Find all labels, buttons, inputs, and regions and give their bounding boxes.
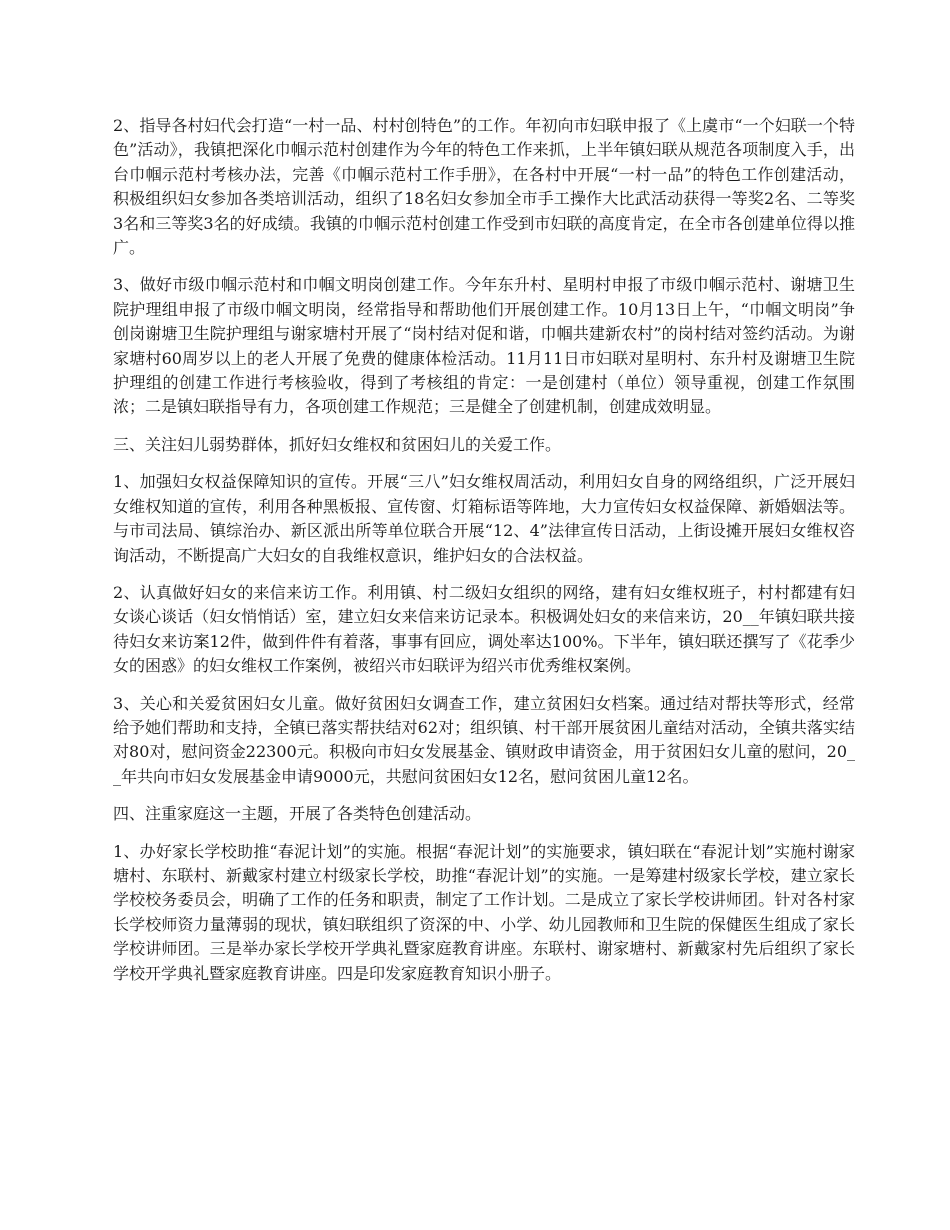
section-heading-family-theme: 四、注重家庭这一主题，开展了各类特色创建活动。 (113, 804, 482, 824)
paragraph-model-village-creation: 3、做好市级巾帼示范村和巾帼文明岗创建工作。今年东升村、星明村申报了市级巾帼示范村、谢塘卫生院护理组申报了市级巾帼文明岗，经常指导和帮助他们开展创建工作。10月13日上午，“巾帼文明岗”争创岗谢塘卫生院护理组与谢家塘村开展了“岗村结对促和谐，巾帼共建新农村”的岗村结对签约活动。为谢家塘村60周岁以上的老人开展了免费的健康体检活动。11月11日市妇联对星明村、东升村及谢塘卫生院护理组的创建工作进行考核验收，得到了考核组的肯定：一是创建村（单位）领导重视，创建工作氛围浓；二是镇妇联指导有力，各项创建工作规范；三是健全了创建机制，创建成效明显。 (113, 275, 855, 417)
paragraph-rights-publicity: 1、加强妇女权益保障知识的宣传。开展“三八”妇女维权周活动，利用妇女自身的网络组织，广泛开展妇女维权知道的宣传，利用各种黑板报、宣传窗、灯箱标语等阵地，大力宣传妇女权益保障、新婚姻法等。与市司法局、镇综治办、新区派出所等单位联合开展“12、4”法律宣传日活动，上街设摊开展妇女维权咨询活动，不断提高广大妇女的自我维权意识，维护妇女的合法权益。 (113, 472, 855, 565)
document-body (113, 114, 855, 999)
paragraph-guide-villages: 2、指导各村妇代会打造“一村一品、村村创特色”的工作。年初向市妇联申报了《上虞市“一个妇联一个特色”活动》，我镇把深化巾帼示范村创建作为今年的特色工作来抓，上半年镇妇联从规范各项制度入手，出台巾帼示范村考核办法，完善《巾帼示范村工作手册》，在各村中开展“一村一品”的特色工作创建活动，积极组织妇女参加各类培训活动，组织了18名妇女参加全市手工操作大比武活动获得一等奖2名、二等奖3名和三等奖3名的好成绩。我镇的巾帼示范村创建工作受到市妇联的高度肯定，在全市各创建单位得以推广。 (113, 116, 855, 258)
section-heading-vulnerable-groups: 三、关注妇儿弱势群体，抓好妇女维权和贫困妇儿的关爱工作。 (113, 434, 562, 454)
paragraph-letters-visits: 2、认真做好妇女的来信来访工作。利用镇、村二级妇女组织的网络，建有妇女维权班子，村村都建有妇女谈心谈话（妇女悄悄话）室，建立妇女来信来访记录本。积极调处妇女的来信来访，20__年镇妇联共接待妇女来访案12件，做到件件有着落，事事有回应，调处率达100%。下半年，镇妇联还撰写了《花季少女的困惑》的妇女维权工作案例，被绍兴市妇联评为绍兴市优秀维权案例。 (113, 582, 855, 676)
paragraph-parent-school: 1、办好家长学校助推“春泥计划”的实施。根据“春泥计划”的实施要求，镇妇联在“春泥计划”实施村谢家塘村、东联村、新戴家村建立村级家长学校，助推“春泥计划”的实施。一是筹建村级家长学校，建立家长学校校务委员会，明确了工作的任务和职责，制定了工作计划。二是成立了家长学校讲师团。针对各村家长学校师资力量薄弱的现状，镇妇联组织了资深的中、小学、幼儿园教师和卫生院的保健医生组成了家长学校讲师团。三是举办家长学校开学典礼暨家庭教育讲座。东联村、谢家塘村、新戴家村先后组织了家长学校开学典礼暨家庭教育讲座。四是印发家庭教育知识小册子。 (113, 841, 855, 983)
paragraph-poor-women-children: 3、关心和关爱贫困妇女儿童。做好贫困妇女调查工作，建立贫困妇女档案。通过结对帮扶等形式，经常给予她们帮助和支持，全镇已落实帮扶结对62对；组织镇、村干部开展贫困儿童结对活动，全镇共落实结对80对，慰问资金22300元。积极向市妇女发展基金、镇财政申请资金，用于贫困妇女儿童的慰问，20__年共向市妇女发展基金申请9000元，共慰问贫困妇女12名，慰问贫困儿童12名。 (113, 693, 855, 786)
